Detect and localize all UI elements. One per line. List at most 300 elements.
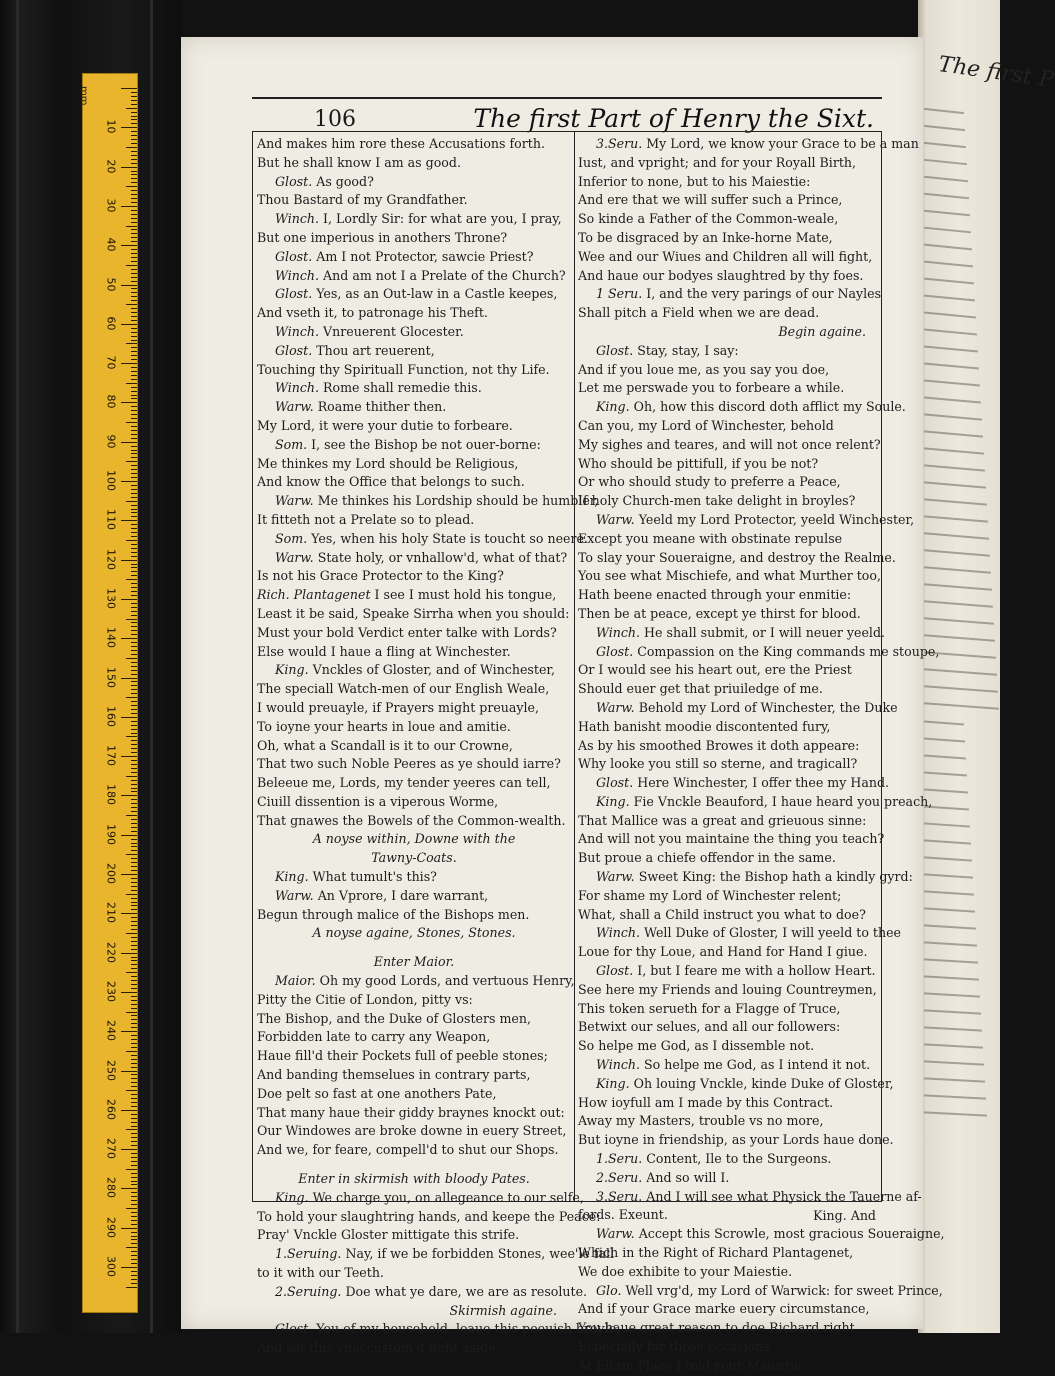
- ruler-number: 40: [104, 237, 118, 252]
- verse-line: [578, 1300, 880, 1319]
- speaker-prefix: 2.Seru.: [596, 1169, 643, 1185]
- ruler-tick: [131, 1259, 137, 1260]
- line-text: Away my Masters, trouble vs no more,: [578, 1113, 824, 1129]
- ruler-tick: [121, 992, 137, 993]
- verse-line: [257, 1085, 571, 1104]
- ruler-tick: [131, 1263, 137, 1264]
- ruler-tick: [131, 202, 137, 203]
- ruler-tick: [131, 288, 137, 289]
- verse-line: [257, 1028, 571, 1047]
- ruler-tick: [131, 505, 137, 506]
- ruler-tick: [131, 516, 137, 517]
- line-text: You haue great reason to doe Richard right,: [578, 1320, 859, 1336]
- verse-line: [578, 962, 880, 981]
- verse-line: [578, 812, 880, 831]
- ruler-tick: [131, 819, 137, 820]
- ruler-tick: [131, 151, 137, 152]
- facing-text-line: [924, 481, 986, 488]
- verse-line: [257, 887, 571, 906]
- stage-direction: [257, 1170, 571, 1189]
- verse-line: [578, 924, 901, 943]
- line-text: Loue for thy Loue, and Hand for Hand I giue.: [578, 944, 868, 960]
- facing-text-line: [924, 159, 967, 165]
- ruler-tick: [121, 835, 137, 836]
- speaker-prefix: Winch.: [275, 380, 320, 396]
- facing-page-title: The first P: [936, 52, 1055, 93]
- line-text: Or I would see his heart out, ere the Priest: [578, 662, 852, 678]
- verse-line: [257, 605, 571, 624]
- line-text: Let me perswade you to forbeare a while.: [578, 380, 845, 396]
- ruler-tick: [126, 461, 137, 462]
- facing-text-line: [924, 108, 964, 114]
- verse-line: [578, 887, 880, 906]
- ruler-tick: [131, 489, 137, 490]
- ruler-tick: [121, 1188, 137, 1189]
- ruler-tick: [131, 693, 137, 694]
- ruler-tick: [131, 611, 137, 612]
- ruler-tick: [131, 414, 137, 415]
- ruler-tick: [131, 1192, 137, 1193]
- ruler-tick: [131, 685, 137, 686]
- verse-line: [578, 1000, 880, 1019]
- ruler-tick: [131, 1181, 137, 1182]
- ruler-tick: [126, 697, 137, 698]
- ruler-tick: [131, 964, 137, 965]
- ruler-number: 10: [104, 119, 118, 134]
- ruler-tick: [131, 752, 137, 753]
- ruler-tick: [131, 937, 137, 938]
- ruler-tick: [121, 756, 137, 757]
- stage-direction: [257, 830, 571, 849]
- speaker-prefix: 1.Seruing.: [275, 1246, 342, 1262]
- ruler-tick: [126, 422, 137, 423]
- line-text: Which in the Right of Richard Plantagenet,: [578, 1245, 854, 1261]
- line-text: fords. Exeunt.: [578, 1207, 668, 1223]
- ruler-tick: [131, 957, 137, 958]
- ruler-tick: [131, 96, 137, 97]
- line-text: Vnckles of Gloster, and of Winchester,: [312, 662, 556, 678]
- line-text: Am I not Protector, sawcie Priest?: [316, 248, 534, 264]
- line-text: The Bishop, and the Duke of Glosters men,: [257, 1010, 531, 1026]
- line-text: Oh, what a Scandall is it to our Crowne,: [257, 737, 513, 753]
- verse-line: [257, 755, 571, 774]
- ruler-tick: [131, 135, 137, 136]
- verse-line: [257, 991, 571, 1010]
- ruler-tick: [131, 465, 137, 466]
- speaker-prefix: Glost.: [275, 342, 313, 358]
- ruler-tick: [131, 296, 137, 297]
- ruler-tick: [121, 167, 137, 168]
- facing-text-line: [924, 379, 980, 386]
- ruler-tick: [131, 104, 137, 105]
- line-text: A noyse againe, Stones, Stones.: [312, 925, 516, 941]
- verse-line: [578, 1150, 880, 1169]
- ruler-tick: [131, 878, 137, 879]
- ruler-number: 200: [104, 863, 118, 884]
- ruler-tick: [131, 760, 137, 761]
- ruler-tick: [131, 575, 137, 576]
- ruler-tick: [121, 324, 137, 325]
- ruler-tick: [131, 945, 137, 946]
- line-text: Doe pelt so fast at one anothers Pate,: [257, 1085, 497, 1101]
- measurement-ruler: [78, 73, 138, 1313]
- line-text: Iust, and vpright; and for your Royall Birth,: [578, 154, 857, 170]
- ruler-tick: [131, 281, 137, 282]
- line-text: Wee and our Wiues and Children all will fight,: [578, 248, 873, 264]
- line-text: Rome shall remedie this.: [323, 380, 482, 396]
- ruler-tick: [131, 725, 137, 726]
- ruler-tick: [131, 780, 137, 781]
- ruler-tick: [131, 237, 137, 238]
- ruler-tick: [131, 733, 137, 734]
- verse-line: [257, 793, 571, 812]
- verse-line: [578, 624, 886, 643]
- verse-line: [578, 830, 885, 849]
- verse-line: [257, 1320, 621, 1339]
- facing-text-line: [924, 227, 971, 234]
- facing-text-line: [924, 1043, 983, 1048]
- ruler-tick: [131, 654, 137, 655]
- line-text: Ciuill dissention is a viperous Worme,: [257, 793, 499, 809]
- line-text: Least it be said, Speake Sirrha when you should:: [257, 605, 570, 621]
- line-text: Vnreuerent Glocester.: [323, 323, 464, 339]
- ruler-tick: [131, 705, 137, 706]
- verse-line: [578, 361, 880, 380]
- verse-line: [257, 173, 571, 192]
- ruler-number: 170: [104, 745, 118, 767]
- verse-line: [578, 210, 880, 229]
- ruler-tick: [131, 1027, 137, 1028]
- page-header: [252, 97, 882, 133]
- verse-line: [578, 342, 880, 361]
- line-text: At Eltam Place I told your Maiestie.: [578, 1357, 806, 1373]
- ruler-tick: [131, 367, 137, 368]
- ruler-tick: [131, 866, 137, 867]
- ruler-number: 210: [104, 902, 118, 924]
- facing-text-line: [924, 992, 980, 997]
- line-text: Can you, my Lord of Winchester, behold: [578, 417, 834, 433]
- ruler-tick: [131, 214, 137, 215]
- line-text: Me thinkes his Lordship should be humbler,: [317, 493, 599, 509]
- verse-line: [578, 1169, 880, 1188]
- speaker-prefix: Warw.: [275, 887, 314, 903]
- ruler-tick: [131, 351, 137, 352]
- ruler-tick: [131, 870, 137, 871]
- ruler-tick: [131, 316, 137, 317]
- ruler-tick: [131, 1067, 137, 1068]
- line-text: And we, for feare, compell'd to shut our Shops.: [257, 1142, 559, 1158]
- ruler-tick: [131, 477, 137, 478]
- ruler-tick: [131, 921, 137, 922]
- verse-line: [578, 267, 880, 286]
- verse-line: [578, 981, 880, 1000]
- verse-line: [257, 1047, 571, 1066]
- ruler-tick: [131, 976, 137, 977]
- ruler-tick: [131, 1118, 137, 1119]
- line-text: Begin againe.: [778, 323, 866, 339]
- ruler-tick: [131, 646, 137, 647]
- facing-text-line: [924, 295, 975, 302]
- line-text: And if your Grace marke euery circumstance,: [578, 1301, 870, 1317]
- facing-text-line: [924, 617, 994, 624]
- ruler-number: 60: [104, 316, 118, 331]
- facing-text-line: [924, 532, 989, 539]
- ruler-tick: [121, 363, 137, 364]
- ruler-tick: [131, 1114, 137, 1115]
- ruler-tick: [126, 304, 137, 305]
- facing-text-line: [924, 873, 973, 878]
- speaker-prefix: Warw.: [596, 699, 635, 715]
- line-text: Thou Bastard of my Grandfather.: [257, 192, 468, 208]
- ruler-tick: [131, 784, 137, 785]
- line-text: You see what Mischiefe, and what Murther too,: [578, 568, 881, 584]
- facing-text-line: [924, 1060, 984, 1065]
- ruler-tick: [131, 1196, 137, 1197]
- facing-text-line: [924, 668, 997, 676]
- verse-line: [257, 473, 571, 492]
- verse-line: [578, 605, 880, 624]
- verse-line: [578, 1075, 894, 1094]
- facing-text-line: [924, 193, 969, 199]
- ruler-tick: [131, 398, 137, 399]
- line-text: Except you meane with obstinate repulse: [578, 530, 843, 546]
- verse-line: [578, 774, 890, 793]
- line-text: Yes, as an Out-law in a Castle keepes,: [316, 286, 558, 302]
- speaker-prefix: Winch.: [275, 323, 320, 339]
- line-text: to it with our Teeth.: [257, 1265, 384, 1281]
- verse-line: [578, 1188, 922, 1207]
- ruler-tick: [131, 1063, 137, 1064]
- ruler-tick: [131, 768, 137, 769]
- speaker-prefix: Glost.: [596, 775, 634, 791]
- speaker-prefix: 1 Seru.: [596, 286, 643, 302]
- verse-line: [257, 191, 571, 210]
- verse-line: [578, 1338, 880, 1357]
- verse-line: [578, 849, 880, 868]
- speaker-prefix: King.: [275, 869, 309, 885]
- line-text: I see I must hold his tongue,: [374, 587, 557, 603]
- ruler-tick: [131, 666, 137, 667]
- facing-text-line: [924, 244, 972, 251]
- verse-line: [257, 285, 571, 304]
- line-text: But proue a chiefe offendor in the same.: [578, 850, 836, 866]
- speaker-prefix: 3.Seru.: [596, 136, 643, 151]
- ruler-tick: [126, 108, 137, 109]
- verse-line: [578, 868, 913, 887]
- ruler-tick: [126, 972, 137, 973]
- ruler-tick: [131, 960, 137, 961]
- ruler-tick: [131, 300, 137, 301]
- line-text: State holy, or vnhallow'd, what of that?: [317, 549, 568, 565]
- line-text: And set this vnaccustom'd fight aside.: [257, 1340, 500, 1356]
- verse-line: [257, 210, 571, 229]
- text-block: [252, 97, 945, 1373]
- ruler-tick: [131, 355, 137, 356]
- ruler-tick: [131, 434, 137, 435]
- ruler-number: 90: [104, 434, 118, 449]
- ruler-tick: [121, 1031, 137, 1032]
- ruler-tick: [131, 1161, 137, 1162]
- verse-line: [578, 1037, 880, 1056]
- verse-line: [257, 1122, 571, 1141]
- line-text: Me thinkes my Lord should be Religious,: [257, 455, 519, 471]
- speaker-prefix: Warw.: [275, 399, 314, 415]
- facing-text-line: [924, 1077, 985, 1082]
- ruler-tick: [131, 332, 137, 333]
- ruler-tick: [131, 898, 137, 899]
- ruler-tick: [131, 328, 137, 329]
- ruler-tick: [121, 953, 137, 954]
- line-text: That gnawes the Bowels of the Common-wealth.: [257, 812, 566, 828]
- line-text: The speciall Watch-men of our English Weale,: [257, 681, 550, 697]
- ruler-number: 30: [104, 198, 118, 213]
- ruler-tick: [131, 387, 137, 388]
- ruler-tick: [131, 831, 137, 832]
- ruler-tick: [126, 383, 137, 384]
- facing-text-line: [924, 346, 978, 353]
- line-text: Especially for those occasions: [578, 1339, 770, 1354]
- speaker-prefix: Som.: [275, 530, 308, 546]
- verse-line: [578, 737, 880, 756]
- ruler-tick: [131, 198, 137, 199]
- ruler-tick: [131, 556, 137, 557]
- ruler-tick: [131, 222, 137, 223]
- line-text: That Mallice was a great and grieuous sinne:: [578, 812, 867, 828]
- verse-line: [257, 417, 571, 436]
- ruler-tick: [131, 571, 137, 572]
- ruler-tick: [126, 1051, 137, 1052]
- ruler-tick: [131, 1086, 137, 1087]
- verse-line: [578, 1244, 880, 1263]
- verse-line: [257, 1264, 571, 1283]
- speaker-prefix: Maior.: [275, 973, 316, 989]
- facing-text-line: [924, 907, 975, 912]
- verse-line: [257, 361, 571, 380]
- ruler-tick: [131, 512, 137, 513]
- ruler-tick: [131, 112, 137, 113]
- ruler-tick: [131, 1165, 137, 1166]
- ruler-number: 280: [104, 1177, 118, 1199]
- binding-edge: [150, 0, 153, 1333]
- ruler-tick: [126, 1129, 137, 1130]
- ruler-tick: [126, 1012, 137, 1013]
- ruler-tick: [131, 1008, 137, 1009]
- ruler-tick: [131, 418, 137, 419]
- line-text: Hath banisht moodie discontented fury,: [578, 718, 831, 734]
- speaker-prefix: Glost.: [596, 963, 634, 979]
- ruler-tick: [131, 740, 137, 741]
- ruler-number: 270: [104, 1138, 118, 1160]
- line-text: Enter Maior.: [373, 954, 455, 970]
- ruler-tick: [131, 92, 137, 93]
- ruler-tick: [126, 776, 137, 777]
- verse-line: [257, 530, 588, 549]
- ruler-tick: [131, 1043, 137, 1044]
- line-text: And banding themselues in contrary parts,: [257, 1067, 531, 1083]
- ruler-tick: [131, 194, 137, 195]
- verse-line: [257, 267, 571, 286]
- facing-text-line: [924, 329, 977, 336]
- ruler-tick: [131, 634, 137, 635]
- verse-line: [578, 1131, 894, 1150]
- verse-line: [578, 718, 880, 737]
- ruler-tick: [131, 909, 137, 910]
- ruler-number: 110: [104, 509, 118, 531]
- ruler-tick: [131, 996, 137, 997]
- ruler-tick: [131, 980, 137, 981]
- ruler-number: 290: [104, 1216, 118, 1238]
- verse-line: [578, 1018, 880, 1037]
- line-text: Doe what ye dare, we are as resolute.: [345, 1283, 588, 1299]
- ruler-tick: [131, 273, 137, 274]
- ruler-tick: [131, 984, 137, 985]
- ruler-tick: [131, 453, 137, 454]
- ruler-tick: [131, 139, 137, 140]
- line-text: You of my household, leaue this peeuish broyle,: [316, 1321, 621, 1337]
- ruler-tick: [131, 438, 137, 439]
- verse-line: [257, 248, 571, 267]
- speaker-prefix: 2.Seruing.: [275, 1283, 342, 1299]
- document-page: [181, 37, 945, 1373]
- line-text: Behold my Lord of Winchester, the Duke: [638, 699, 898, 715]
- stage-direction: [257, 953, 571, 972]
- facing-text-line: [924, 447, 984, 454]
- line-text: Content, Ile to the Surgeons.: [646, 1151, 832, 1167]
- line-text: To be disgraced by an Inke-horne Mate,: [578, 229, 833, 245]
- ruler-tick: [126, 226, 137, 227]
- line-text: Here Winchester, I offer thee my Hand.: [637, 775, 890, 791]
- verse-line: [578, 248, 880, 267]
- ruler-tick: [131, 253, 137, 254]
- verse-line: [257, 774, 571, 793]
- line-text: So helpe me God, as I intend it not.: [644, 1057, 871, 1073]
- ruler-tick: [131, 473, 137, 474]
- line-text: Why looke you still so sterne, and tragicall?: [578, 756, 858, 772]
- line-text: And so will I.: [646, 1169, 730, 1185]
- facing-text-line: [924, 634, 995, 642]
- verse-line: [257, 586, 571, 605]
- facing-text-line: [924, 924, 976, 929]
- ruler-tick: [131, 178, 137, 179]
- ruler-tick: [131, 391, 137, 392]
- ruler-tick: [126, 1247, 137, 1248]
- verse-line: [257, 492, 599, 511]
- ruler-tick: [121, 1228, 137, 1229]
- catchword: King. And: [813, 1208, 876, 1223]
- speaker-prefix: Warw.: [596, 511, 635, 527]
- verse-line: [257, 812, 571, 831]
- ruler-tick: [121, 795, 137, 796]
- line-text: That many haue their giddy braynes knockt out:: [257, 1104, 565, 1120]
- ruler-tick: [131, 229, 137, 230]
- ruler-tick: [131, 1023, 137, 1024]
- line-text: Should euer get that priuiledge of me.: [578, 681, 823, 697]
- verse-line: [578, 680, 880, 699]
- line-text: Then be at peace, except ye thirst for blood.: [578, 605, 861, 621]
- ruler-tick: [131, 1141, 137, 1142]
- ruler-tick: [131, 662, 137, 663]
- ruler-tick: [131, 709, 137, 710]
- facing-text-line: [924, 583, 992, 590]
- ruler-tick: [131, 823, 137, 824]
- ruler-tick: [131, 713, 137, 714]
- ruler-tick: [131, 772, 137, 773]
- line-text: I would preuayle, if Prayers might preuayle,: [257, 699, 540, 715]
- ruler-tick: [131, 941, 137, 942]
- ruler-tick: [131, 839, 137, 840]
- ruler-tick: [131, 1126, 137, 1127]
- verse-line: [578, 1112, 880, 1131]
